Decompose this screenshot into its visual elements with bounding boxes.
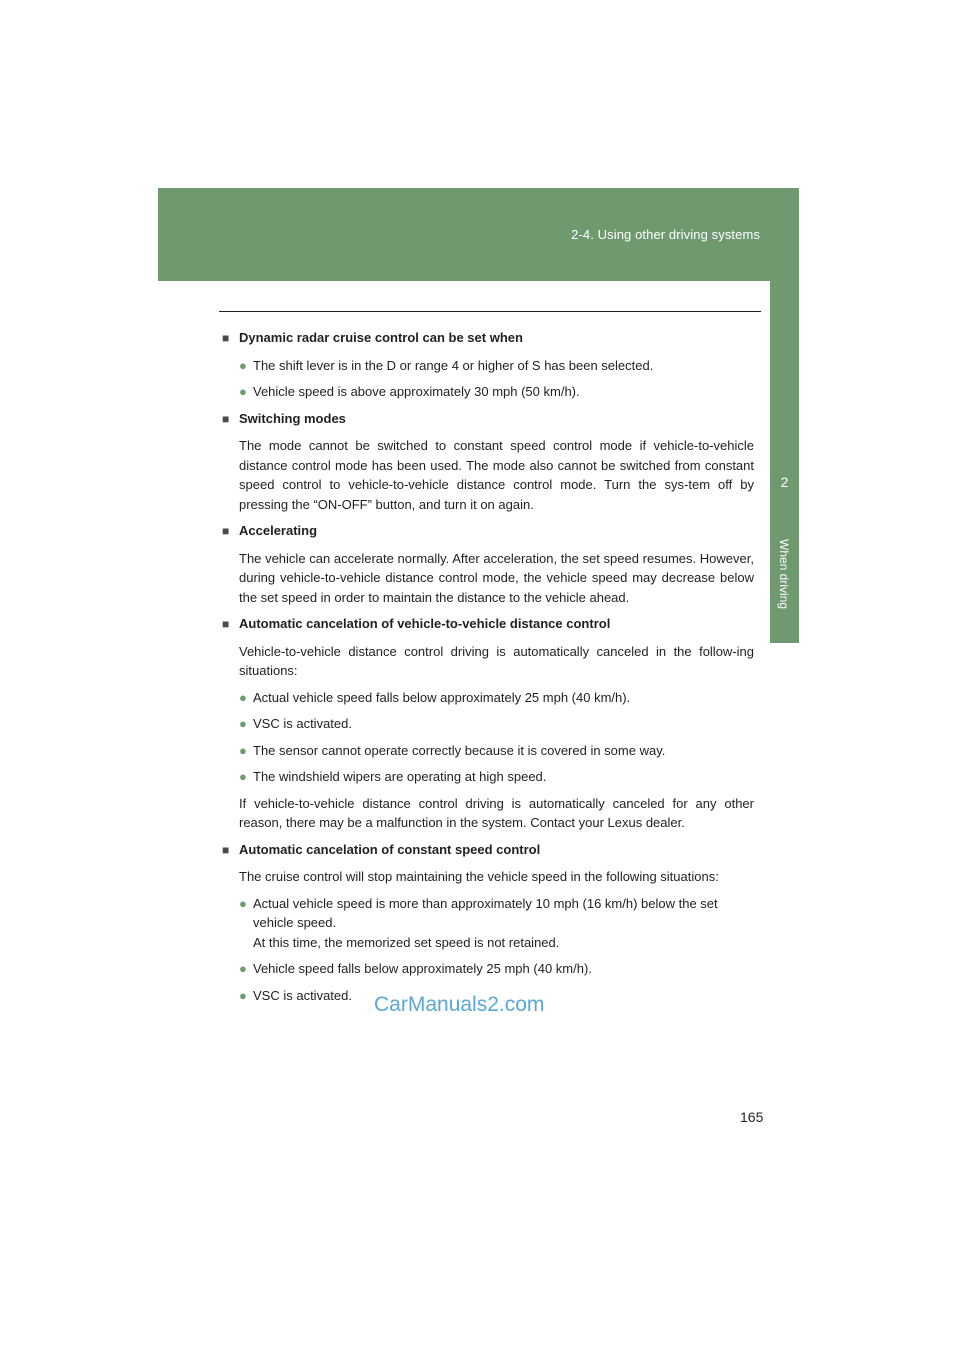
bullet-note: At this time, the memorized set speed is not retained. [253, 934, 560, 950]
page-number: 165 [740, 1109, 764, 1125]
section-title: 2-4. Using other driving systems [571, 227, 760, 242]
watermark: CarManuals2.com [374, 993, 545, 1016]
paragraph: If vehicle-to-vehicle distance control driving is automatically canceled for any other reason, there may be a malfunction in the system. Contact your Lexus dealer. [239, 795, 754, 830]
square-icon: ■ [222, 617, 230, 631]
list-item: ● Vehicle speed is above approximately 30 mph (50 km/h). [239, 382, 754, 402]
square-icon: ■ [222, 524, 230, 538]
section-heading: ■ Accelerating [222, 521, 754, 542]
chapter-number: 2 [780, 474, 789, 490]
square-icon: ■ [222, 411, 230, 426]
circle-bullet-icon: ● [239, 769, 247, 784]
list-item: ● The shift lever is in the D or range 4 or higher of S has been selected. [239, 356, 754, 376]
list-item: ● The windshield wipers are operating at high speed. [239, 767, 754, 787]
paragraph: The cruise control will stop maintaining the vehicle speed in the following situations: [239, 869, 719, 884]
circle-bullet-icon: ● [239, 357, 247, 373]
list-item: ● VSC is activated. [239, 986, 754, 1006]
circle-bullet-icon: ● [239, 689, 247, 705]
circle-bullet-icon: ● [239, 742, 247, 758]
section-heading: ■ Switching modes [222, 409, 754, 430]
circle-bullet-icon: ● [239, 961, 247, 976]
section-heading: ■ Automatic cancelation of constant speed control [222, 840, 754, 861]
section-divider [219, 311, 761, 312]
circle-bullet-icon: ● [239, 895, 247, 911]
list-item: ● VSC is activated. [239, 714, 754, 734]
list-item: ● The sensor cannot operate correctly because it is covered in some way. [239, 741, 754, 761]
list-item: ● Vehicle speed falls below approximately 25 mph (40 km/h). [239, 959, 754, 979]
header-band [158, 188, 799, 281]
list-item: ● Actual vehicle speed is more than approximately 10 mph (16 km/h) below the set vehicle speed. At this time, the memorized set speed is not retained. [239, 895, 718, 950]
square-icon: ■ [222, 842, 230, 857]
paragraph: The mode cannot be switched to constant speed control mode if vehicle-to-vehicle distance control mode has been used. The mode also cannot be switched from constant speed control to vehicle-to-vehicle distance control mode. Turn the sys-tem off by pressing the “ON-OFF” button, and turn it on again. [239, 438, 754, 512]
section-heading: ■ Automatic cancelation of vehicle-to-vehicle distance control [222, 614, 754, 635]
circle-bullet-icon: ● [239, 716, 247, 731]
page-content [222, 328, 754, 1012]
circle-bullet-icon: ● [239, 384, 247, 399]
chapter-side-tab [770, 281, 799, 643]
paragraph: The vehicle can accelerate normally. After acceleration, the set speed resumes. However, during vehicle-to-vehicle distance control mode, the vehicle speed may decrease below the set speed in order to maintain the distance to the vehicle ahead. [239, 550, 754, 605]
square-icon: ■ [222, 331, 230, 345]
paragraph: Vehicle-to-vehicle distance control driving is automatically canceled in the follow-ing situations: [239, 643, 754, 678]
section-heading: ■ Dynamic radar cruise control can be set when [222, 328, 754, 349]
circle-bullet-icon: ● [239, 987, 247, 1003]
chapter-name: When driving [777, 539, 791, 610]
list-item: ● Actual vehicle speed falls below approximately 25 mph (40 km/h). [239, 688, 754, 708]
